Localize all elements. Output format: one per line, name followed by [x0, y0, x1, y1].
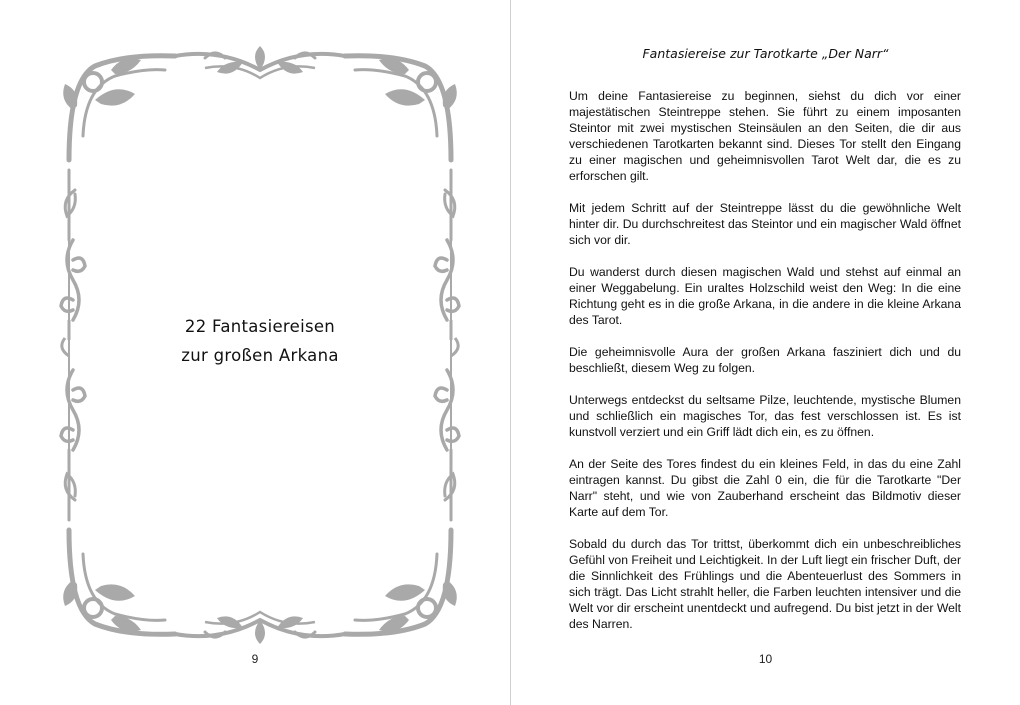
paragraph: Die geheimnisvolle Aura der großen Arkana fasziniert dich und du beschließt, diesem Weg zu folgen.	[569, 345, 961, 375]
book-title-line-1: 22 Fantasiereisen	[184, 317, 336, 336]
page-number-left: 9	[251, 652, 259, 666]
right-page	[511, 0, 1020, 705]
page-number-right: 10	[758, 652, 773, 666]
paragraph: Sobald du durch das Tor trittst, überkommt dich ein unbeschreibliches Gefühl von Freiheit und Leichtigkeit. In der Luft liegt ein frischer Duft, der die Sinnlichkeit des Frühlings und die Abenteuerlust des Sommers in sich trägt. Das Licht strahlt heller, die Farben leuchten intensiver und die Welt vor dir erscheint unentdeckt und aufregend. Du bist jetzt in der Welt des Narren.	[569, 537, 961, 631]
chapter-title: Fantasiereise zur Tarotkarte „Der Narr“	[642, 46, 889, 61]
paragraph: Du wanderst durch diesen magischen Wald und stehst auf einmal an einer Weggabelung. Ein uraltes Holzschild weist den Weg: In die eine Richtung geht es in die große Arkana, in die andere in die kleine Arkana des Tarot.	[569, 265, 961, 327]
chapter-body	[569, 88, 961, 648]
book-title	[55, 312, 465, 370]
paragraph: An der Seite des Tores findest du ein kleines Feld, in das du eine Zahl eintragen kannst. Du gibst die Zahl 0 ein, die für die Tarotkarte "Der Narr" steht, und wie von Zauberhand erscheint das Bildmotiv dieser Karte auf dem Tor.	[569, 457, 961, 519]
paragraph: Um deine Fantasiereise zu beginnen, siehst du dich vor einer majestätischen Steintreppe stehen. Sie führt zu einem imposanten Steintor mit zwei mystischen Steinsäulen an den Seiten, die dir aus verschiedenen Tarotkarten bekannt sind. Dieses Tor stellt den Eingang zu einer magischen und geheimnisvollen Tarot Welt dar, die es zu erforschen gilt.	[569, 89, 961, 183]
book-title-line-2: zur großen Arkana	[181, 346, 339, 365]
paragraph: Unterwegs entdeckst du seltsame Pilze, leuchtende, mystische Blumen und schließlich ein magisches Tor, das fest verschlossen ist. Es ist kunstvoll verziert und ein Griff lädt dich ein, es zu öffnen.	[569, 393, 961, 439]
paragraph: Mit jedem Schritt auf der Steintreppe lässt du die gewöhnliche Welt hinter dir. Du durchschreitest das Steintor und ein magischer Wald öffnet sich vor dir.	[569, 201, 961, 247]
